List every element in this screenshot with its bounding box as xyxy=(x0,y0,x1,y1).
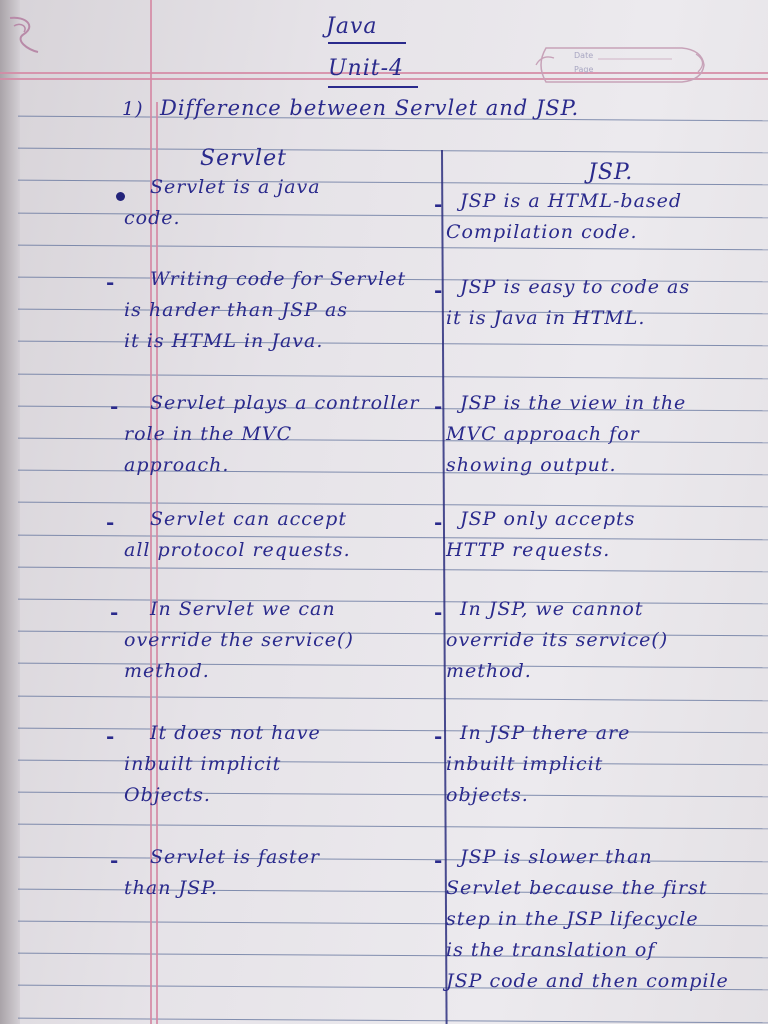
servlet-cell-line: Servlet can accept xyxy=(150,508,347,530)
ruled-line xyxy=(18,502,768,508)
ruled-line xyxy=(18,180,768,186)
left-header: Servlet xyxy=(200,146,287,171)
jsp-cell-line: HTTP requests. xyxy=(446,539,611,561)
row-dash: - xyxy=(106,724,115,748)
jsp-cell-line: JSP is the view in the xyxy=(460,392,687,414)
jsp-cell-line: Compilation code. xyxy=(446,221,638,243)
servlet-cell-line: inbuilt implicit xyxy=(124,753,282,775)
jsp-cell-line: JSP only accepts xyxy=(460,508,636,530)
unit-underline xyxy=(328,86,418,88)
jsp-cell-line: Servlet because the first xyxy=(446,877,708,899)
jsp-cell-line: step in the JSP lifecycle xyxy=(446,908,699,930)
subject-underline xyxy=(328,42,406,44)
ruled-line xyxy=(18,567,768,573)
ruled-line xyxy=(18,824,768,830)
ruled-line xyxy=(18,1018,768,1024)
servlet-cell-line: than JSP. xyxy=(124,877,219,899)
row-dash: - xyxy=(110,600,119,624)
servlet-cell-line: all protocol requests. xyxy=(124,539,351,561)
question-number: 1) xyxy=(122,98,144,120)
jsp-cell-line: MVC approach for xyxy=(446,423,640,445)
jsp-cell-line: JSP is slower than xyxy=(460,846,653,868)
servlet-cell-line: role in the MVC xyxy=(124,423,293,445)
ruled-line xyxy=(18,953,768,959)
jsp-cell-line: JSP is easy to code as xyxy=(460,276,691,298)
row-dash: - xyxy=(110,394,119,418)
date-page-logo xyxy=(532,42,708,88)
ruled-line xyxy=(18,728,768,734)
servlet-cell-line: It does not have xyxy=(150,722,321,744)
unit-title: Unit-4 xyxy=(328,56,405,81)
servlet-cell-line: code. xyxy=(124,207,181,229)
row-dash-right: - xyxy=(434,192,443,216)
ruled-line xyxy=(18,374,768,380)
jsp-cell-line: it is Java in HTML. xyxy=(446,307,646,329)
row-dash-right: - xyxy=(434,848,443,872)
question-text: Difference between Servlet and JSP. xyxy=(160,96,580,120)
row-dash-right: - xyxy=(434,510,443,534)
servlet-cell-line: Servlet is a java xyxy=(150,176,321,198)
right-header: JSP. xyxy=(588,160,634,185)
jsp-cell-line: is the translation of xyxy=(446,939,656,961)
servlet-cell-line: it is HTML in Java. xyxy=(124,330,324,352)
logo-page-label: Page xyxy=(574,65,594,74)
servlet-cell-line: Servlet plays a controller xyxy=(150,392,420,414)
ruled-line xyxy=(18,599,768,605)
jsp-cell-line: override its service() xyxy=(446,629,669,651)
servlet-cell-line: Servlet is faster xyxy=(150,846,321,868)
row-dash: - xyxy=(106,510,115,534)
ruled-line xyxy=(18,148,768,154)
ruled-line xyxy=(18,857,768,863)
corner-ornament-icon xyxy=(6,12,42,56)
jsp-cell-line: JSP code and then compile xyxy=(446,970,729,992)
row-dash: - xyxy=(106,270,115,294)
servlet-cell-line: Writing code for Servlet xyxy=(150,268,407,290)
binding-shadow xyxy=(0,0,20,1024)
logo-date-label: Date xyxy=(574,51,594,60)
jsp-cell-line: showing output. xyxy=(446,454,617,476)
subject-title: Java xyxy=(326,14,378,39)
servlet-cell-line: override the service() xyxy=(124,629,354,651)
servlet-cell-line: approach. xyxy=(124,454,230,476)
servlet-cell-line: Objects. xyxy=(124,784,211,806)
ruled-line xyxy=(18,245,768,251)
servlet-cell-line: In Servlet we can xyxy=(150,598,336,620)
jsp-cell-line: In JSP there are xyxy=(460,722,631,744)
jsp-cell-line: In JSP, we cannot xyxy=(460,598,644,620)
servlet-cell-line: method. xyxy=(124,660,210,682)
ruled-line xyxy=(18,696,768,702)
row-dash: - xyxy=(110,848,119,872)
jsp-cell-line: JSP is a HTML-based xyxy=(460,190,683,212)
jsp-cell-line: inbuilt implicit xyxy=(446,753,604,775)
row-dash-right: - xyxy=(434,278,443,302)
row-dash-right: - xyxy=(434,724,443,748)
jsp-cell-line: method. xyxy=(446,660,532,682)
row-dash-right: - xyxy=(434,394,443,418)
servlet-cell-line: is harder than JSP as xyxy=(124,299,349,321)
jsp-cell-line: objects. xyxy=(446,784,529,806)
row-bullet xyxy=(116,192,125,201)
row-dash-right: - xyxy=(434,600,443,624)
